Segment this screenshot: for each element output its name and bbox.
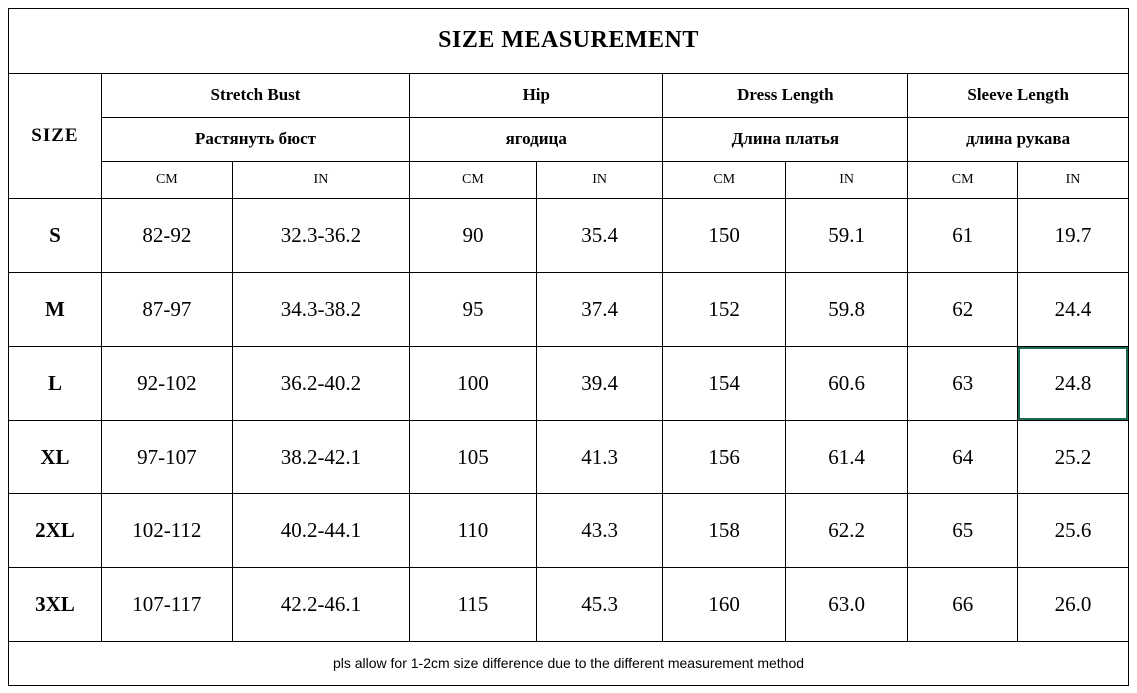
- size-measurement-table: [8, 8, 1129, 686]
- cell-value: 95: [410, 273, 537, 347]
- unit-sleeve-in: IN: [1018, 161, 1129, 199]
- unit-row: [9, 161, 1129, 199]
- unit-bust-in: IN: [232, 161, 409, 199]
- cell-value: 61: [908, 199, 1018, 273]
- cell-value: 156: [663, 420, 785, 494]
- group-header-stretch-bust-en: Stretch Bust: [101, 73, 409, 117]
- size-label: 2XL: [9, 494, 102, 568]
- group-header-stretch-bust-ru: Растянуть бюст: [101, 117, 409, 161]
- cell-value: 60.6: [785, 346, 907, 420]
- group-header-hip-en: Hip: [410, 73, 663, 117]
- cell-value: 25.6: [1018, 494, 1129, 568]
- title-row: [9, 9, 1129, 74]
- cell-value: 61.4: [785, 420, 907, 494]
- unit-sleeve-cm: CM: [908, 161, 1018, 199]
- size-label: S: [9, 199, 102, 273]
- group-header-dress-length-ru: Длина платья: [663, 117, 908, 161]
- cell-value: 87-97: [101, 273, 232, 347]
- cell-value: 105: [410, 420, 537, 494]
- cell-value: 66: [908, 568, 1018, 642]
- cell-value: 24.4: [1018, 273, 1129, 347]
- table-row: [9, 494, 1129, 568]
- cell-value: 110: [410, 494, 537, 568]
- cell-value: 62: [908, 273, 1018, 347]
- cell-value-selected[interactable]: 24.8: [1018, 346, 1129, 420]
- size-label: 3XL: [9, 568, 102, 642]
- cell-value: 38.2-42.1: [232, 420, 409, 494]
- cell-value: 64: [908, 420, 1018, 494]
- table-row: [9, 199, 1129, 273]
- size-label: XL: [9, 420, 102, 494]
- footer-row: [9, 641, 1129, 685]
- table-row: [9, 568, 1129, 642]
- size-column-header: SIZE: [9, 73, 102, 199]
- group-header-dress-length-en: Dress Length: [663, 73, 908, 117]
- group-ru-row: [9, 117, 1129, 161]
- cell-value: 59.1: [785, 199, 907, 273]
- unit-dress-in: IN: [785, 161, 907, 199]
- cell-value: 63.0: [785, 568, 907, 642]
- cell-value: 65: [908, 494, 1018, 568]
- cell-value: 32.3-36.2: [232, 199, 409, 273]
- cell-value: 39.4: [536, 346, 663, 420]
- cell-value: 150: [663, 199, 785, 273]
- group-header-hip-ru: ягодица: [410, 117, 663, 161]
- group-header-sleeve-length-en: Sleeve Length: [908, 73, 1129, 117]
- cell-value: 92-102: [101, 346, 232, 420]
- cell-value: 100: [410, 346, 537, 420]
- cell-value: 107-117: [101, 568, 232, 642]
- group-en-row: [9, 73, 1129, 117]
- cell-value: 82-92: [101, 199, 232, 273]
- unit-hip-cm: CM: [410, 161, 537, 199]
- unit-bust-cm: CM: [101, 161, 232, 199]
- measurement-note: pls allow for 1-2cm size difference due to the different measurement method: [9, 641, 1129, 685]
- page-title: SIZE MEASUREMENT: [9, 9, 1129, 74]
- cell-value: 115: [410, 568, 537, 642]
- cell-value: 45.3: [536, 568, 663, 642]
- unit-dress-cm: CM: [663, 161, 785, 199]
- table-row: [9, 346, 1129, 420]
- cell-value: 36.2-40.2: [232, 346, 409, 420]
- table-row: [9, 273, 1129, 347]
- unit-hip-in: IN: [536, 161, 663, 199]
- cell-value: 41.3: [536, 420, 663, 494]
- size-label: M: [9, 273, 102, 347]
- cell-value: 37.4: [536, 273, 663, 347]
- cell-value: 59.8: [785, 273, 907, 347]
- table-row: [9, 420, 1129, 494]
- cell-value: 43.3: [536, 494, 663, 568]
- cell-value: 97-107: [101, 420, 232, 494]
- cell-value: 102-112: [101, 494, 232, 568]
- cell-value: 158: [663, 494, 785, 568]
- cell-value: 34.3-38.2: [232, 273, 409, 347]
- cell-value: 160: [663, 568, 785, 642]
- cell-value: 152: [663, 273, 785, 347]
- cell-value: 25.2: [1018, 420, 1129, 494]
- cell-value: 19.7: [1018, 199, 1129, 273]
- cell-value: 35.4: [536, 199, 663, 273]
- cell-value: 26.0: [1018, 568, 1129, 642]
- cell-value: 90: [410, 199, 537, 273]
- cell-value: 154: [663, 346, 785, 420]
- cell-value: 42.2-46.1: [232, 568, 409, 642]
- cell-value: 62.2: [785, 494, 907, 568]
- cell-value: 63: [908, 346, 1018, 420]
- size-label: L: [9, 346, 102, 420]
- group-header-sleeve-length-ru: длина рукава: [908, 117, 1129, 161]
- cell-value: 40.2-44.1: [232, 494, 409, 568]
